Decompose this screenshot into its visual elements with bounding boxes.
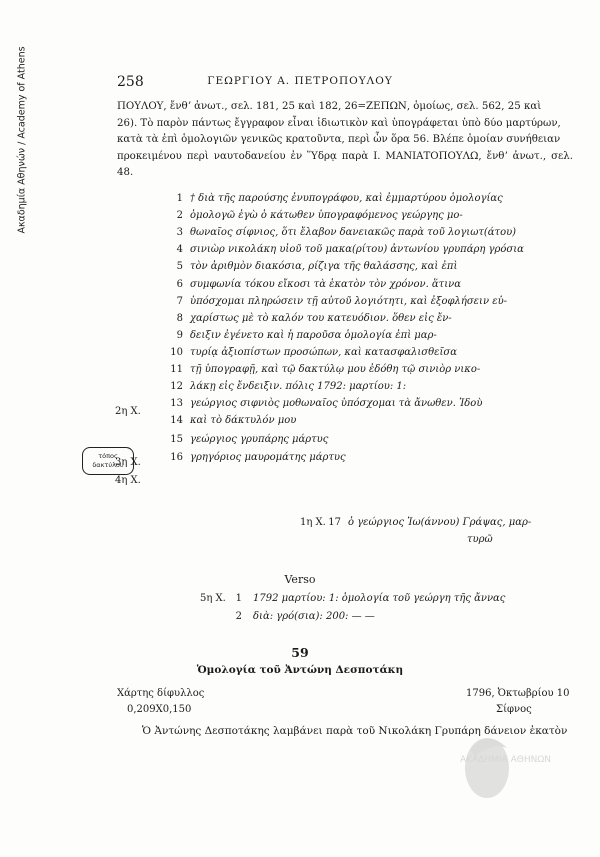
hand-label-3: 3η Χ.	[115, 457, 141, 468]
document-first-line: Ὁ Ἀντώνης Δεσποτάκης λαμβάνει παρὰ τοῦ Νικολάκη Γρυπάρη δάνειον ἑκατὸν	[142, 725, 568, 737]
line-number: 14	[170, 415, 183, 427]
line-number: 2	[176, 210, 183, 222]
text-line: γεώργιος γρυπάρης μάρτυς	[190, 434, 329, 446]
watermark-text: ΑΚΑΔΗΜΙΑ ΑΘΗΝΩΝ	[460, 755, 551, 765]
line-number: 3	[176, 227, 183, 239]
text-line: ὑπόσχομαι πληρώσειν τῇ αὐτοῦ λογιότητι, καὶ ἐξοφλήσειν εὐ-	[190, 295, 508, 307]
text-line: τὸν ἀριθμὸν διακόσια, ρίζιγα τῆς θαλάσσης, καὶ ἐπὶ	[190, 261, 458, 273]
line-number: 5	[176, 261, 183, 273]
text-line: λάκῃ εἰς ἔνδειξιν. πόλις 1792: μαρτίου: 1:	[190, 381, 407, 393]
academy-watermark	[445, 730, 575, 810]
text-line: χαρίστως μὲ τὸ καλόν του κατευόδιον. ὅθεν εἰς ἔν-	[190, 312, 452, 324]
paper-size: 0,209Χ0,150	[127, 704, 192, 715]
text-line: τῇ ὑπογραφῇ, καὶ τῷ δακτύλῳ μου ἐδόθη τῷ σινιὸρ νικο-	[190, 364, 481, 375]
line-number: 1	[235, 593, 242, 604]
seal-line: τόπος	[98, 452, 118, 460]
intro-line: 26). Τὸ παρὸν πάντως ἔγγραφον εἶναι ἰδιωτικὸν καὶ ὑπογράφεται ὑπὸ δύο μαρτύρων,	[117, 117, 561, 129]
sidebar-text: Ακαδημία Αθηνών / Academy of Athens	[16, 46, 28, 234]
document-number: 59	[291, 645, 309, 660]
paper-type: Χάρτης δίφυλλος	[117, 688, 205, 699]
verso-heading: Verso	[284, 573, 316, 586]
document-title: Ὁμολογία τοῦ Ἀντώνη Δεσποτάκη	[196, 664, 404, 676]
hand-label-5: 5η Χ.	[200, 593, 226, 604]
line-number: 2	[235, 611, 242, 622]
line-number: 16	[170, 451, 183, 463]
witness-line-cont: τυρῶ	[467, 534, 493, 545]
line-number: 4	[176, 244, 183, 256]
line-number: 11	[170, 364, 183, 375]
intro-line: κατὰ τὰ ἐπὶ ὁμολογιῶν γενικῶς κρατοῦντα, περὶ ὧν ὅρα 56. Βλέπε ὁμοίαν συνήθειαν	[117, 134, 561, 145]
sidebar-attribution	[14, 40, 30, 240]
line-number: 1	[176, 193, 183, 204]
line-number: 13	[170, 398, 183, 410]
verso-line: 1792 μαρτίου: 1: ὁμολογία τοῦ γεώργη τῆς ἄννας	[253, 593, 506, 604]
intro-line: ΠΟΥΛΟΥ, ἔνθʼ ἀνωτ., σελ. 181, 25 καὶ 182, 26=ΖΕΠΩΝ, ὁμοίως, σελ. 562, 25 καὶ	[117, 101, 542, 112]
page-number: 258	[117, 74, 144, 90]
text-line: γρηγόριος μαυρομάτης μάρτυς	[190, 451, 346, 463]
text-line: καὶ τὸ δάκτυλόν μου	[190, 415, 297, 427]
text-line: δειξιν ἐγένετο καὶ ἡ παροῦσα ὁμολογία ἐπὶ μαρ-	[190, 329, 437, 341]
text-line: γεώργιος σιφνιὸς μοθωναῖος ὑπόσχομαι τὰ ἄνωθεν. Ἰδοὺ	[190, 398, 483, 410]
hand-label-2: 2η Χ.	[115, 406, 141, 417]
line-number: 7	[176, 295, 183, 307]
text-line: † διὰ τῆς παρούσης ἐνυπογράφου, καὶ ἐμμαρτύρου ὁμολογίας	[190, 193, 503, 204]
intro-line: προκειμένου περὶ ναυτοδανείου ἐν Ὕδρᾳ παρὰ Ι. ΜΑΝΙΑΤΟΠΟΥΛΩ, ἔνθʼ ἀνωτ., σελ. 48.	[117, 150, 573, 178]
document-date: 1796, Ὀκτωβρίου 10	[466, 688, 570, 699]
running-head: ΓΕΩΡΓΙΟΥ Α. ΠΕΤΡΟΠΟΥΛΟΥ	[207, 75, 393, 87]
hand-label-1: 1η Χ.	[300, 517, 326, 528]
line-number: 12	[170, 381, 183, 393]
line-number: 15	[170, 434, 183, 446]
hand-label-4: 4η Χ.	[115, 475, 141, 486]
text-line: συμφωνία τόκου εἴκοσι τὰ ἑκατὸν τὸν χρόνον. ἅτινα	[190, 278, 461, 290]
line-number: 8	[176, 312, 183, 324]
document-place: Σίφνος	[496, 704, 532, 715]
line-number: 9	[176, 329, 183, 341]
seal-line: δακτύλου	[92, 461, 124, 469]
intro-paragraph	[117, 99, 573, 182]
text-line: σινιὼρ νικολάκη υἱοῦ τοῦ μακα(ρίτου) ἀντωνίου γρυπάρη γρόσια	[190, 244, 524, 256]
text-line: ὁμολογῶ ἐγὼ ὁ κάτωθεν ὑπογραφόμενος γεώργης μο-	[190, 210, 463, 222]
line-number: 17	[328, 517, 341, 528]
text-line: θωναῖος σίφνιος, ὅτι ἔλαβον δανειακῶς παρὰ τοῦ λογιωτ(άτου)	[190, 227, 517, 239]
line-number: 6	[176, 278, 183, 290]
line-number: 10	[170, 346, 183, 358]
verso-line: διὰ: γρό(σια): 200: — —	[253, 611, 375, 622]
text-line: τυρίᾳ ἀξιοπίστων προσώπων, καὶ κατασφαλισθεῖσα	[190, 346, 457, 358]
witness-line: ὁ γεώργιος Ἰω(άννου) Γράψας, μαρ-	[348, 517, 532, 528]
